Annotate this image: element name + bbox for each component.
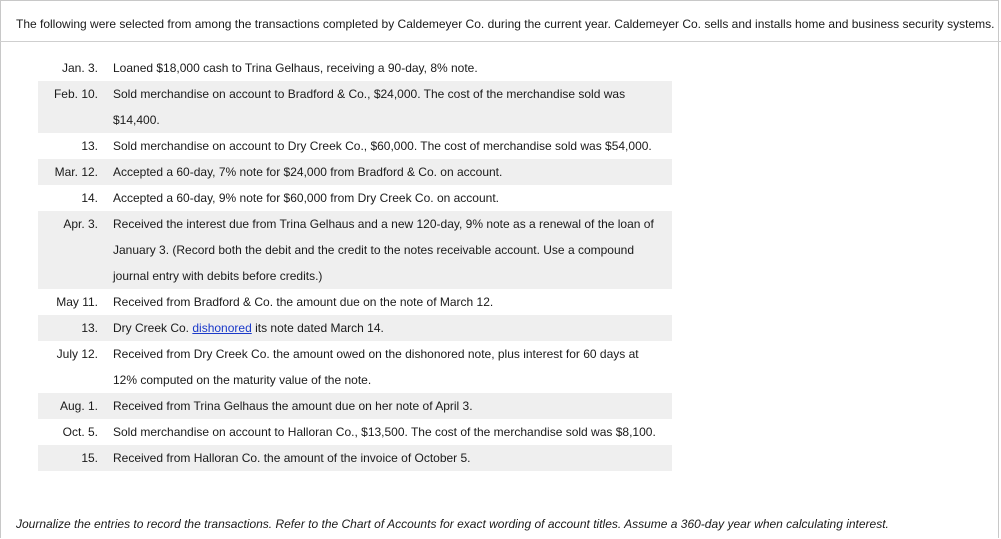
transaction-date: May 11. (56, 295, 98, 309)
transaction-date: 14. (81, 191, 98, 205)
transaction-date: Oct. 5. (62, 425, 98, 439)
transaction-description: Received the interest due from Trina Gelhaus and a new 120-day, 9% note as a renewal of the loan of January 3. (Record both the debit and the credit to the notes receivable account. Use a compound journal entry with debits before credits.) (113, 217, 654, 283)
transaction-description: Loaned $18,000 cash to Trina Gelhaus, receiving a 90-day, 8% note. (113, 61, 478, 75)
transactions-table (38, 55, 672, 471)
transaction-row (38, 289, 672, 315)
transaction-date: Mar. 12. (54, 165, 98, 179)
transaction-row (38, 315, 672, 341)
transaction-row (38, 445, 672, 471)
transaction-description: Accepted a 60-day, 9% note for $60,000 from Dry Creek Co. on account. (113, 191, 499, 205)
description-prefix: Dry Creek Co. (113, 321, 193, 335)
description-suffix: its note dated March 14. (251, 321, 384, 335)
transaction-date: Apr. 3. (63, 217, 98, 231)
transaction-row (38, 419, 672, 445)
transaction-row (38, 55, 672, 81)
divider (0, 41, 1001, 42)
transaction-description: Received from Trina Gelhaus the amount due on her note of April 3. (113, 399, 473, 413)
transaction-date: July 12. (56, 347, 98, 361)
transaction-date: Jan. 3. (61, 61, 98, 75)
transaction-date: 13. (81, 321, 98, 335)
transaction-date: Feb. 10. (53, 87, 98, 101)
transaction-row (38, 81, 672, 133)
transaction-row (38, 211, 672, 289)
transaction-row (38, 133, 672, 159)
dishonored-link[interactable]: dishonored (192, 321, 252, 335)
intro-text: The following were selected from among the transactions completed by Caldemeyer Co. during the current year. Caldemeyer Co. sells and installs home and business security systems. (16, 17, 995, 31)
transaction-row (38, 341, 672, 393)
transaction-description: Received from Dry Creek Co. the amount owed on the dishonored note, plus interest for 60 days at 12% computed on the maturity value of the note. (113, 347, 639, 387)
transaction-description: Sold merchandise on account to Bradford & Co., $24,000. The cost of the merchandise sold was $14,400. (113, 87, 626, 127)
transaction-description: Sold merchandise on account to Halloran Co., $13,500. The cost of the merchandise sold was $8,100. (113, 425, 656, 439)
transaction-description: Received from Halloran Co. the amount of the invoice of October 5. (113, 451, 471, 465)
transaction-row (38, 159, 672, 185)
transaction-row (38, 393, 672, 419)
transaction-date: Aug. 1. (59, 399, 98, 413)
transaction-row (38, 185, 672, 211)
transaction-description: Sold merchandise on account to Dry Creek Co., $60,000. The cost of merchandise sold was $54,000. (113, 139, 652, 153)
transaction-date: 13. (81, 139, 98, 153)
transaction-description (113, 315, 672, 341)
instructions-text: Journalize the entries to record the transactions. Refer to the Chart of Accounts for exact wording of account titles. Assume a 360-day year when calculating interest. (16, 517, 889, 531)
transaction-description: Accepted a 60-day, 7% note for $24,000 from Bradford & Co. on account. (113, 165, 503, 179)
transaction-description: Received from Bradford & Co. the amount due on the note of March 12. (113, 295, 494, 309)
transaction-date: 15. (81, 451, 98, 465)
